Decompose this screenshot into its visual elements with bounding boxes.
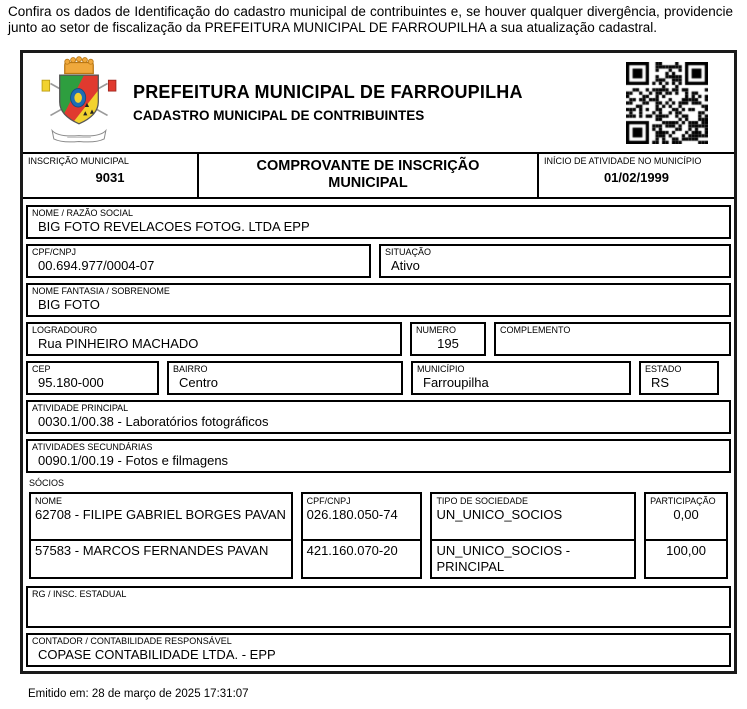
- situacao-field: [379, 244, 731, 278]
- inscricao-municipal-field: [23, 154, 199, 197]
- nome-fantasia-label: NOME FANTASIA / SOBRENOME: [32, 285, 170, 296]
- municipio-label: MUNICÍPIO: [417, 363, 465, 374]
- municipal-coat-of-arms-icon: [37, 55, 121, 149]
- rg-insc-estadual-field: [26, 586, 731, 628]
- atividade-principal-value: 0030.1/00.38 - Laboratórios fotográficos: [38, 413, 269, 429]
- bairro-label: BAIRRO: [173, 363, 208, 374]
- atividades-secundarias-value: 0090.1/00.19 - Fotos e filmagens: [38, 452, 229, 468]
- municipio-value: Farroupilha: [423, 374, 489, 390]
- socios-column-nome: [29, 492, 293, 579]
- socios-participacao-header: PARTICIPAÇÃO: [650, 495, 716, 506]
- socios-nome-header: NOME: [35, 495, 62, 506]
- socios-tipo-header: TIPO DE SOCIEDADE: [436, 495, 528, 506]
- socios-column-participacao: [644, 492, 728, 579]
- razao-social-value: BIG FOTO REVELACOES FOTOG. LTDA EPP: [38, 218, 310, 234]
- socios-table: [29, 492, 728, 579]
- contador-value: COPASE CONTABILIDADE LTDA. - EPP: [38, 646, 276, 662]
- socio-row-nome: 57583 - MARCOS FERNANDES PAVAN: [35, 542, 269, 558]
- page-title: PREFEITURA MUNICIPAL DE FARROUPILHA: [133, 81, 523, 102]
- numero-field: [410, 322, 486, 356]
- contador-field: [26, 633, 731, 667]
- situacao-value: Ativo: [391, 257, 420, 273]
- socio-row-cpf: 026.180.050-74: [303, 507, 421, 541]
- contador-label: CONTADOR / CONTABILIDADE RESPONSÁVEL: [32, 635, 232, 646]
- complemento-field: [494, 322, 731, 356]
- certificate-document: [20, 50, 737, 674]
- qr-code-icon: [626, 62, 708, 144]
- socio-row-tipo: UN_UNICO_SOCIOS - PRINCIPAL: [436, 542, 571, 574]
- socio-row-tipo: UN_UNICO_SOCIOS: [432, 507, 634, 541]
- socio-row-cpf: 421.160.070-20: [306, 542, 398, 558]
- emission-timestamp: Emitido em: 28 de março de 2025 17:31:07: [28, 687, 249, 700]
- nome-fantasia-value: BIG FOTO: [38, 296, 100, 312]
- inicio-atividade-field: [537, 154, 734, 197]
- atividades-secundarias-label: ATIVIDADES SECUNDÁRIAS: [32, 441, 153, 452]
- fields-area: [23, 199, 734, 671]
- document-header: [23, 53, 734, 154]
- rg-insc-estadual-value: [32, 600, 725, 624]
- socios-column-cpf: [301, 492, 423, 579]
- bairro-value: Centro: [179, 374, 219, 390]
- instruction-text: Confira os dados de Identificação do cadastro municipal de contribuintes e, se houver qualquer divergência, providencie junto ao setor de fiscalização da PREFEITURA MUNICIPAL DE FARROUPILHA a sua atualização cadastral.: [8, 4, 733, 35]
- complemento-label: COMPLEMENTO: [500, 324, 571, 335]
- document-title: COMPROVANTE DE INSCRIÇÃO MUNICIPAL: [256, 157, 480, 192]
- nome-fantasia-field: [26, 283, 731, 317]
- atividade-principal-field: [26, 400, 731, 434]
- document-title-cell: [199, 154, 537, 197]
- complemento-value: [500, 336, 725, 352]
- logradouro-value: Rua PINHEIRO MACHADO: [38, 335, 199, 351]
- estado-value: RS: [651, 374, 670, 390]
- socios-column-tipo: [430, 492, 636, 579]
- atividades-secundarias-field: [26, 439, 731, 473]
- situacao-label: SITUAÇÃO: [385, 246, 432, 257]
- socios-cpf-header: CPF/CNPJ: [306, 495, 351, 506]
- logradouro-field: [26, 322, 402, 356]
- estado-label: ESTADO: [645, 363, 682, 374]
- cep-label: CEP: [32, 363, 51, 374]
- cpf-cnpj-value: 00.694.977/0004-07: [38, 257, 155, 273]
- cpf-cnpj-label: CPF/CNPJ: [32, 246, 77, 257]
- registration-summary-row: [23, 154, 734, 199]
- razao-social-field: [26, 205, 731, 239]
- rg-insc-estadual-label: RG / INSC. ESTADUAL: [32, 588, 127, 599]
- bairro-field: [167, 361, 403, 395]
- razao-social-label: NOME / RAZÃO SOCIAL: [32, 207, 134, 218]
- socio-row-nome: 62708 - FILIPE GABRIEL BORGES PAVAN: [31, 507, 291, 541]
- inicio-atividade-label: INÍCIO DE ATIVIDADE NO MUNICÍPIO: [544, 155, 702, 166]
- socio-row-participacao: 0,00: [646, 507, 726, 541]
- numero-label: NUMERO: [416, 324, 456, 335]
- cpf-cnpj-field: [26, 244, 371, 278]
- inicio-atividade-value: 01/02/1999: [603, 169, 670, 185]
- page-subtitle: CADASTRO MUNICIPAL DE CONTRIBUINTES: [133, 107, 425, 123]
- inscricao-municipal-value: 9031: [95, 169, 125, 185]
- logradouro-label: LOGRADOURO: [32, 324, 98, 335]
- inscricao-municipal-label: INSCRIÇÃO MUNICIPAL: [28, 155, 129, 166]
- atividade-principal-label: ATIVIDADE PRINCIPAL: [32, 402, 129, 413]
- socio-row-participacao: 100,00: [666, 542, 706, 558]
- numero-value: 195: [437, 335, 459, 351]
- socios-section-label: SÓCIOS: [29, 477, 65, 488]
- estado-field: [639, 361, 719, 395]
- cep-field: [26, 361, 159, 395]
- cep-value: 95.180-000: [38, 374, 104, 390]
- municipio-field: [411, 361, 631, 395]
